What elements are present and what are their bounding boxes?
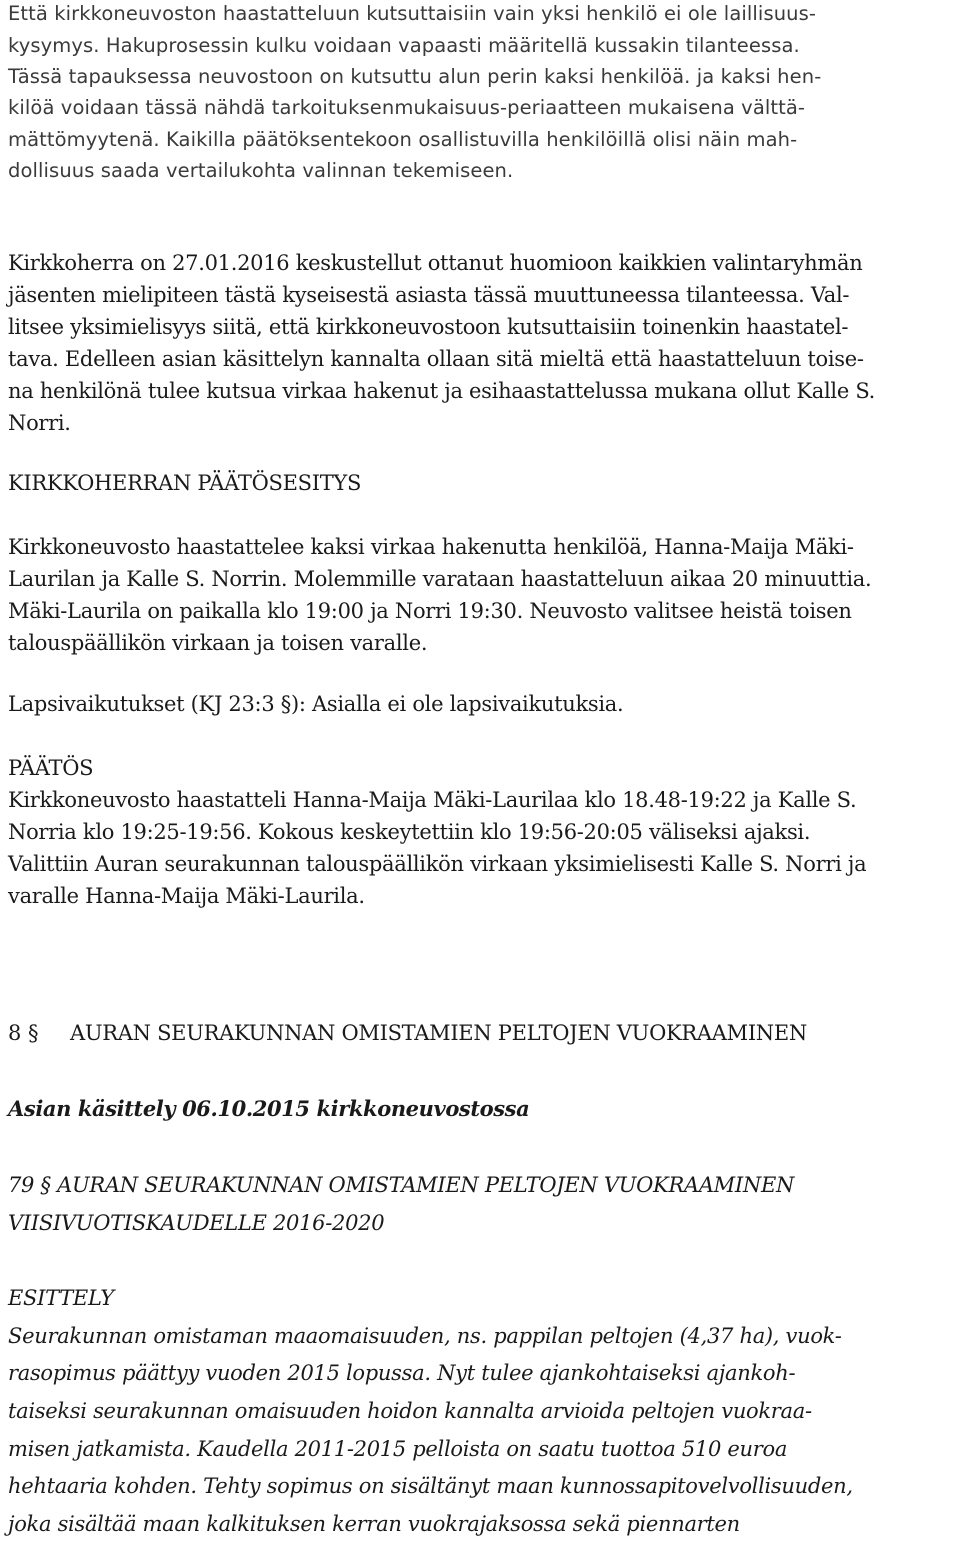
esittely-line-5: hehtaaria kohden. Tehty sopimus on sisältänyt maan kunnossapitovelvollisuuden, (8, 1474, 853, 1498)
kirkkoherra-line-6: Norri. (8, 411, 71, 435)
decision-line-1: Kirkkoneuvosto haastatteli Hanna-Maija Mäki-Laurilaa klo 18.48-19:22 ja Kalle S. (8, 788, 857, 812)
intro-line-2: kysymys. Hakuprosessin kulku voidaan vapaasti määritellä kussakin tilanteessa. (8, 34, 800, 57)
esittely-line-6: joka sisältää maan kalkituksen kerran vuokrajaksossa sekä piennarten (8, 1512, 740, 1536)
section-79-title-line-1: 79 § AURAN SEURAKUNNAN OMISTAMIEN PELTOJEN VUOKRAAMINEN (8, 1173, 795, 1197)
decision-line-2: Norria klo 19:25-19:56. Kokous keskeytettiin klo 19:56-20:05 väliseksi ajaksi. (8, 820, 811, 844)
kirkkoherra-line-1: Kirkkoherra on 27.01.2016 keskustellut ottanut huomioon kaikkien valintaryhmän (8, 251, 863, 275)
section-8-title: AURAN SEURAKUNNAN OMISTAMIEN PELTOJEN VUOKRAAMINEN (70, 1021, 807, 1045)
esittely-line-4: misen jatkamista. Kaudella 2011-2015 pelloista on saatu tuottoa 510 euroa (8, 1437, 788, 1461)
decision-heading: PÄÄTÖS (8, 756, 94, 780)
intro-line-5: mättömyytenä. Kaikilla päätöksentekoon osallistuvilla henkilöillä olisi näin mah- (8, 128, 798, 151)
kirkkoherra-line-4: tava. Edelleen asian käsittelyn kannalta ollaan sitä mieltä että haastatteluun toise- (8, 347, 864, 371)
kirkkoherra-line-3: litsee yksimielisyys siitä, että kirkkoneuvostoon kutsuttaisiin toinenkin haastatel- (8, 315, 849, 339)
section-8-number: 8 § (8, 1021, 39, 1045)
proposal-line-3: Mäki-Laurila on paikalla klo 19:00 ja Norri 19:30. Neuvosto valitsee heistä toisen (8, 599, 852, 623)
esittely-line-3: taiseksi seurakunnan omaisuuden hoidon kannalta arvioida peltojen vuokraa- (8, 1399, 812, 1423)
child-impact-statement: Lapsivaikutukset (KJ 23:3 §): Asialla ei ole lapsivaikutuksia. (8, 692, 624, 716)
intro-line-6: dollisuus saada vertailukohta valinnan tekemiseen. (8, 159, 514, 182)
esittely-line-2: rasopimus päättyy vuoden 2015 lopussa. Nyt tulee ajankohtaiseksi ajankoh- (8, 1361, 796, 1385)
esittely-heading: ESITTELY (8, 1286, 114, 1310)
kirkkoherra-line-5: na henkilönä tulee kutsua virkaa hakenut ja esihaastattelussa mukana ollut Kalle S. (8, 379, 876, 403)
decision-line-3: Valittiin Auran seurakunnan talouspäällikön virkaan yksimielisesti Kalle S. Norri ja (8, 852, 867, 876)
section-79-title-line-2: VIISIVUOTISKAUDELLE 2016-2020 (8, 1211, 385, 1235)
decision-line-4: varalle Hanna-Maija Mäki-Laurila. (8, 884, 365, 908)
proposal-heading: KIRKKOHERRAN PÄÄTÖSESITYS (8, 471, 362, 495)
proposal-line-2: Laurilan ja Kalle S. Norrin. Molemmille varataan haastatteluun aikaa 20 minuuttia. (8, 567, 872, 591)
proposal-line-1: Kirkkoneuvosto haastattelee kaksi virkaa hakenutta henkilöä, Hanna-Maija Mäki- (8, 535, 854, 559)
kirkkoherra-line-2: jäsenten mielipiteen tästä kyseisestä asiasta tässä muuttuneessa tilanteessa. Val- (8, 283, 850, 307)
proposal-line-4: talouspäällikön virkaan ja toisen varalle. (8, 631, 428, 655)
esittely-line-1: Seurakunnan omistaman maaomaisuuden, ns. pappilan peltojen (4,37 ha), vuok- (8, 1324, 842, 1348)
intro-line-3: Tässä tapauksessa neuvostoon on kutsuttu alun perin kaksi henkilöä. ja kaksi hen- (8, 65, 822, 88)
intro-line-1: Että kirkkoneuvoston haastatteluun kutsuttaisiin vain yksi henkilö ei ole laillisuus- (8, 2, 817, 25)
prior-handling-heading: Asian käsittely 06.10.2015 kirkkoneuvostossa (8, 1096, 530, 1121)
intro-line-4: kilöä voidaan tässä nähdä tarkoituksenmukaisuus-periaatteen mukaisena välttä- (8, 96, 806, 119)
